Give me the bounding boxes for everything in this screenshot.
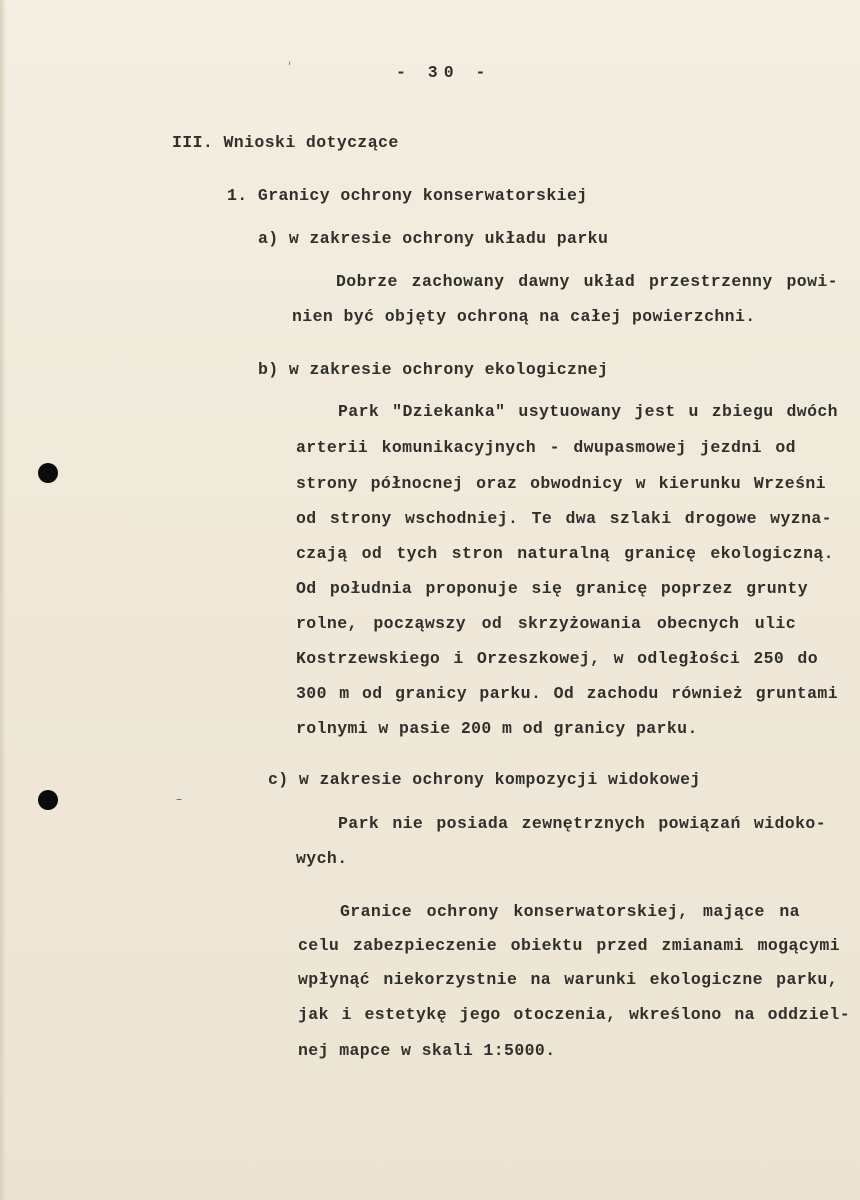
item-b-line-8: Kostrzewskiego i Orzeszkowej, w odległości 250 do — [296, 649, 818, 668]
paper-edge-shadow — [0, 0, 6, 1200]
punch-hole-bottom — [38, 790, 58, 810]
subsection-heading: 1. Granicy ochrony konserwatorskiej — [227, 186, 588, 205]
item-b-line-6: Od południa proponuje się granicę poprzez grunty — [296, 579, 808, 598]
item-b-line-9: 300 m od granicy parku. Od zachodu również gruntami — [296, 684, 838, 703]
stray-mark: – — [176, 792, 182, 806]
section-heading: III. Wnioski dotyczące — [172, 133, 399, 152]
item-b-heading: b) w zakresie ochrony ekologicznej — [258, 360, 609, 379]
closing-line-5: nej mapce w skali 1:5000. — [298, 1041, 556, 1060]
item-c-heading: c) w zakresie ochrony kompozycji widokowej — [268, 770, 701, 789]
closing-line-2: celu zabezpieczenie obiektu przed zmianami mogącymi — [298, 936, 840, 955]
closing-line-3: wpłynąć niekorzystnie na warunki ekologiczne parku, — [298, 970, 838, 989]
item-a-line-2: nien być objęty ochroną na całej powierzchni. — [292, 307, 756, 326]
page-number: - 30 - — [396, 63, 492, 82]
punch-hole-top — [38, 463, 58, 483]
stray-mark: ˈ — [288, 60, 292, 74]
item-b-line-2: arterii komunikacyjnych - dwupasmowej jezdni od — [296, 438, 796, 457]
item-c-line-2: wych. — [296, 849, 348, 868]
item-a-line-1: Dobrze zachowany dawny układ przestrzenny powi- — [336, 272, 838, 291]
closing-line-1: Granice ochrony konserwatorskiej, mające na — [340, 902, 800, 921]
item-b-line-5: czają od tych stron naturalną granicę ekologiczną. — [296, 544, 834, 563]
item-a-heading: a) w zakresie ochrony układu parku — [258, 229, 609, 248]
closing-line-4: jak i estetykę jego otoczenia, wkreślono na oddziel- — [298, 1005, 850, 1024]
item-b-line-10: rolnymi w pasie 200 m od granicy parku. — [296, 719, 698, 738]
item-b-line-3: strony północnej oraz obwodnicy w kierunku Wrześni — [296, 474, 826, 493]
item-b-line-4: od strony wschodniej. Te dwa szlaki drogowe wyzna- — [296, 509, 832, 528]
item-c-line-1: Park nie posiada zewnętrznych powiązań widoko- — [338, 814, 826, 833]
item-b-line-1: Park "Dziekanka" usytuowany jest u zbiegu dwóch — [338, 402, 838, 421]
item-b-line-7: rolne, począwszy od skrzyżowania obecnych ulic — [296, 614, 796, 633]
